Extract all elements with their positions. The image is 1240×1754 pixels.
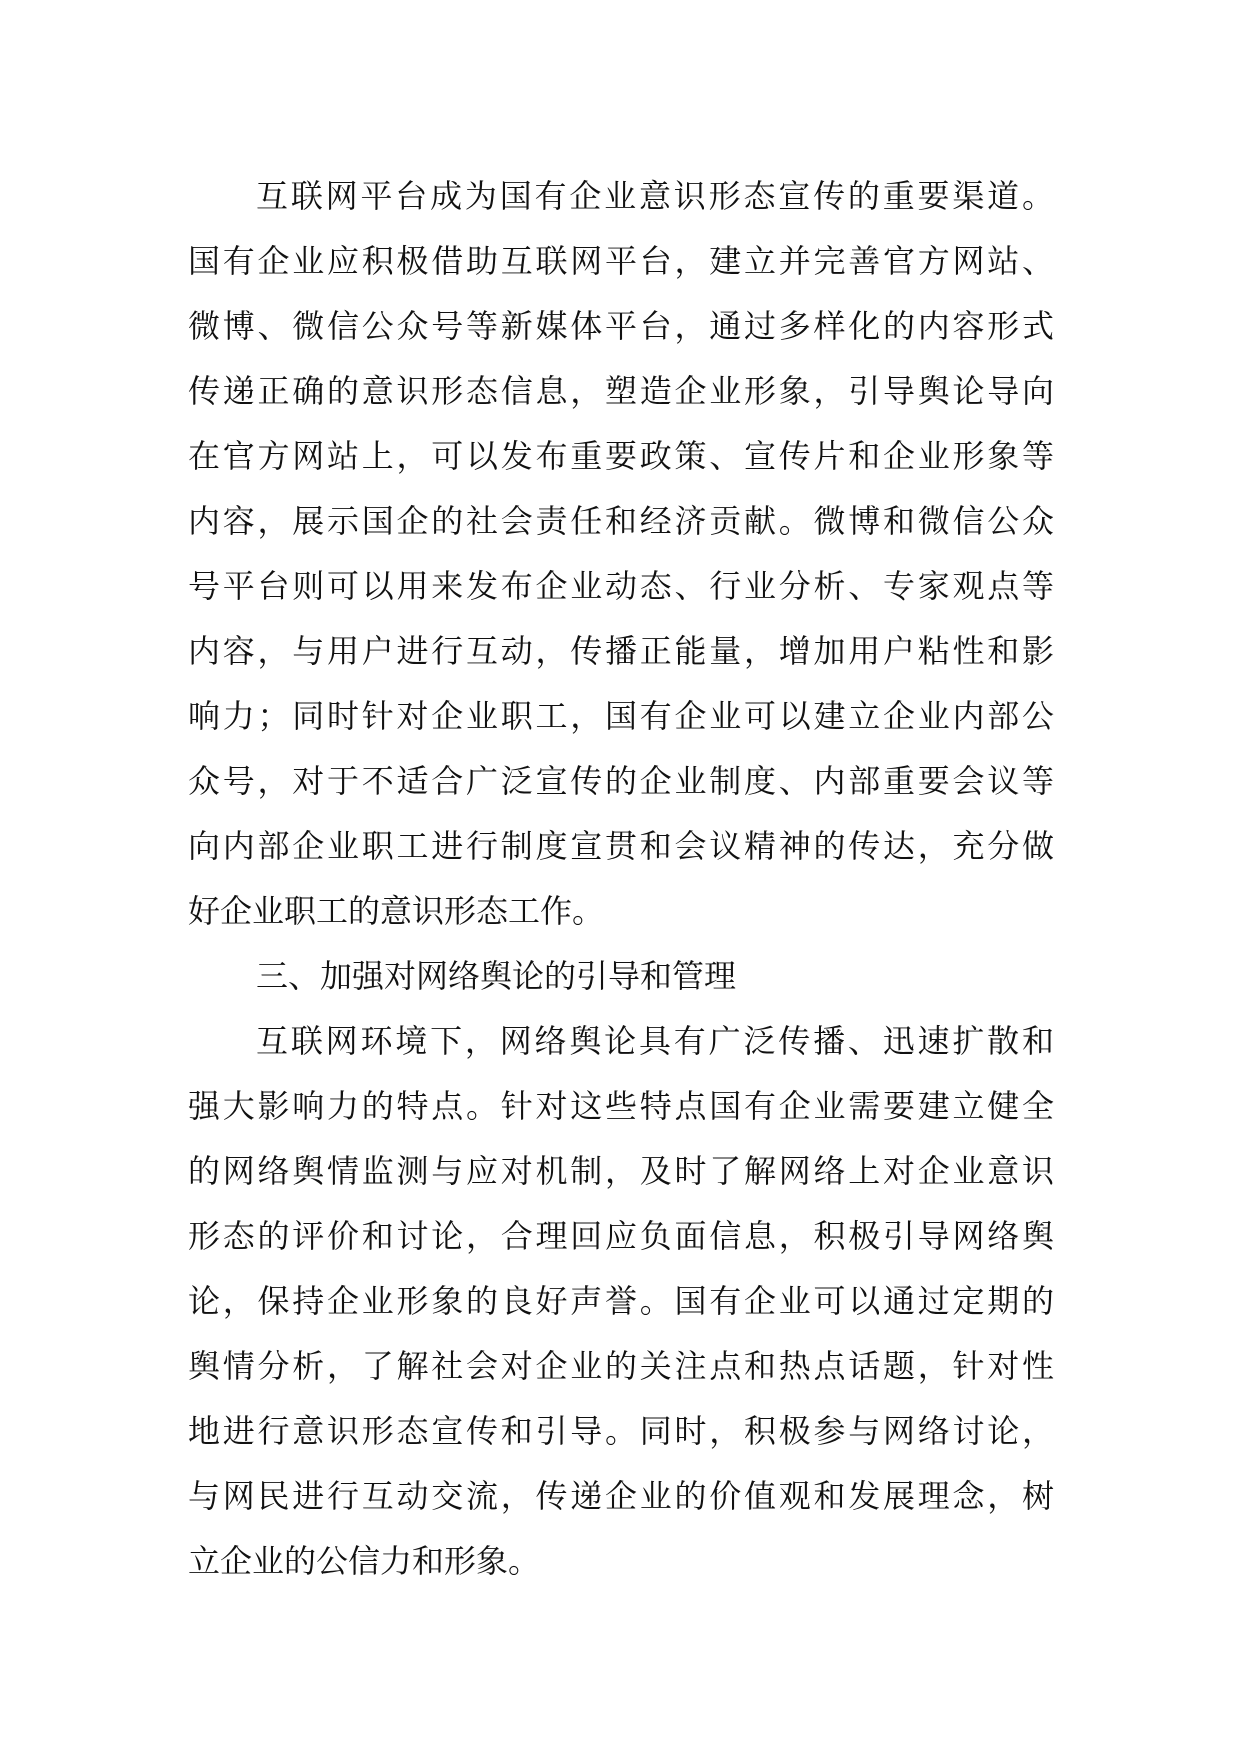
text-line: 与网民进行互动交流，传递企业的价值观和发展理念，树 xyxy=(188,1477,1054,1515)
text-line: 响力；同时针对企业职工，国有企业可以建立企业内部公 xyxy=(188,697,1054,735)
heading-text: 三、加强对网络舆论的引导和管理 xyxy=(256,957,737,995)
text-line: 论，保持企业形象的良好声誉。国有企业可以通过定期的 xyxy=(188,1282,1054,1320)
text-line: 好企业职工的意识形态工作。 xyxy=(188,892,605,930)
text-line: 向内部企业职工进行制度宣贯和会议精神的传达，充分做 xyxy=(188,827,1054,865)
text-line: 立企业的公信力和形象。 xyxy=(188,1542,541,1580)
text-line: 内容，展示国企的社会责任和经济贡献。微博和微信公众 xyxy=(188,502,1054,540)
text-line: 微博、微信公众号等新媒体平台，通过多样化的内容形式 xyxy=(188,307,1054,345)
document-body xyxy=(188,164,1054,1594)
paragraph-online-opinion xyxy=(188,1009,1054,1594)
text-line: 互联网平台成为国有企业意识形态宣传的重要渠道。 xyxy=(256,177,1054,215)
text-line: 传递正确的意识形态信息，塑造企业形象，引导舆论导向 xyxy=(188,372,1054,410)
section-heading xyxy=(188,944,1054,1009)
text-line: 舆情分析，了解社会对企业的关注点和热点话题，针对性 xyxy=(188,1347,1054,1385)
text-line: 形态的评价和讨论，合理回应负面信息，积极引导网络舆 xyxy=(188,1217,1054,1255)
text-line: 号平台则可以用来发布企业动态、行业分析、专家观点等 xyxy=(188,567,1054,605)
text-line: 互联网环境下，网络舆论具有广泛传播、迅速扩散和 xyxy=(256,1022,1054,1060)
text-line: 国有企业应积极借助互联网平台，建立并完善官方网站、 xyxy=(188,242,1054,280)
text-line: 众号，对于不适合广泛宣传的企业制度、内部重要会议等 xyxy=(188,762,1054,800)
paragraph-internet-platform xyxy=(188,164,1054,944)
text-line: 地进行意识形态宣传和引导。同时，积极参与网络讨论， xyxy=(188,1412,1054,1450)
text-line: 在官方网站上，可以发布重要政策、宣传片和企业形象等 xyxy=(188,437,1054,475)
text-line: 的网络舆情监测与应对机制，及时了解网络上对企业意识 xyxy=(188,1152,1054,1190)
text-line: 强大影响力的特点。针对这些特点国有企业需要建立健全 xyxy=(188,1087,1054,1125)
text-line: 内容，与用户进行互动，传播正能量，增加用户粘性和影 xyxy=(188,632,1054,670)
